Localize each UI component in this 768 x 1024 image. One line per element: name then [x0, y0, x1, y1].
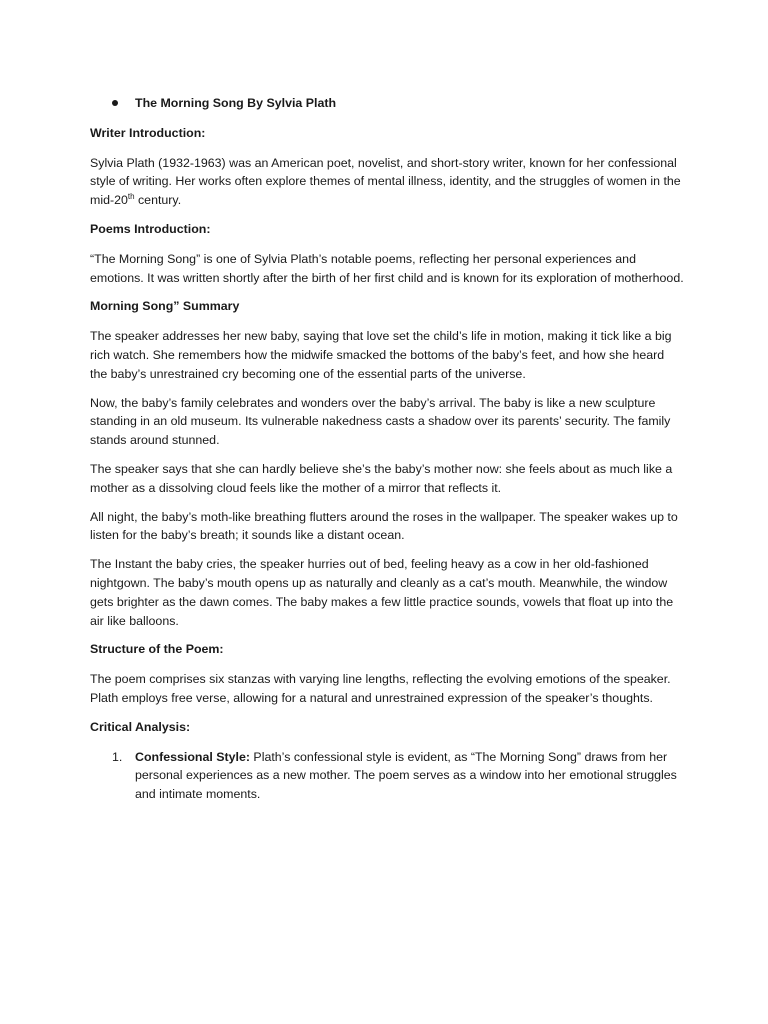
superscript-th: th: [127, 192, 135, 202]
heading-poems-introduction: Poems Introduction:: [90, 221, 211, 236]
list-item-number: 1.: [112, 749, 123, 764]
document-title: The Morning Song By Sylvia Plath: [135, 96, 337, 110]
summary-paragraph: All night, the baby’s moth-like breathing flutters around the roses in the wallpaper. The speaker wakes up to listen for the baby’s breath; it sounds like a distant ocean.: [90, 509, 678, 543]
heading-structure: Structure of the Poem:: [90, 642, 224, 657]
writer-intro-text-end: century.: [134, 193, 182, 208]
paragraph-structure: The poem comprises six stanzas with varying line lengths, reflecting the evolving emotions of the speaker. Plath employs free verse, allowing for a natural and unrestrained expression of the speaker’s thoughts.: [90, 672, 671, 705]
critical-analysis-list: [90, 748, 684, 804]
list-item-body: [135, 748, 684, 804]
list-item-text: Plath’s confessional style is evident, as “The Morning Song” draws from her personal experiences as a new mother. The poem serves as a window into her emotional struggles and intimate moments.: [135, 749, 677, 802]
summary-paragraph: The speaker addresses her new baby, saying that love set the child’s life in motion, making it tick like a big rich watch. She remembers how the midwife smacked the bottoms of the baby’s feet, and how she heard the baby’s unrestrained cry becoming one of the essential parts of the universe.: [90, 329, 672, 381]
summary-paragraph: The speaker says that she can hardly believe she’s the baby’s mother now: she feels about as much like a mother as a dissolving cloud feels like the mother of a mirror that reflects it.: [90, 461, 673, 495]
writer-intro-text: Sylvia Plath (1932-1963) was an American poet, novelist, and short-story writer, known for her confessional style of writing. Her works often explore themes of mental illness, identity, and the struggles of women in the mid-20: [90, 155, 681, 208]
heading-writer-introduction: Writer Introduction:: [90, 125, 206, 140]
list-item-label: Confessional Style:: [135, 749, 250, 764]
bullet-icon: [112, 100, 118, 106]
paragraph-writer-introduction: [90, 154, 684, 210]
summary-paragraph: Now, the baby’s family celebrates and wonders over the baby’s arrival. The baby is like a new sculpture standing in an old museum. Its vulnerable nakedness casts a shadow over its parents’ security. The family stands around stunned.: [90, 395, 671, 448]
summary-paragraph: The Instant the baby cries, the speaker hurries out of bed, feeling heavy as a cow in her old-fashioned nightgown. The baby’s mouth opens up as naturally and cleanly as a cat’s mouth. Meanwhile, the window gets brighter as the dawn comes. The baby makes a few little practice sounds, vowels that float up into the air like balloons.: [90, 557, 674, 628]
heading-summary: Morning Song” Summary: [90, 299, 240, 314]
heading-critical-analysis: Critical Analysis:: [90, 719, 191, 734]
paragraph-poems-introduction: “The Morning Song” is one of Sylvia Plath’s notable poems, reflecting her personal experiences and emotions. It was written shortly after the birth of her first child and is known for its exploration of motherhood.: [90, 251, 684, 285]
title-bullet-line: [90, 94, 684, 113]
list-item: [90, 748, 684, 804]
